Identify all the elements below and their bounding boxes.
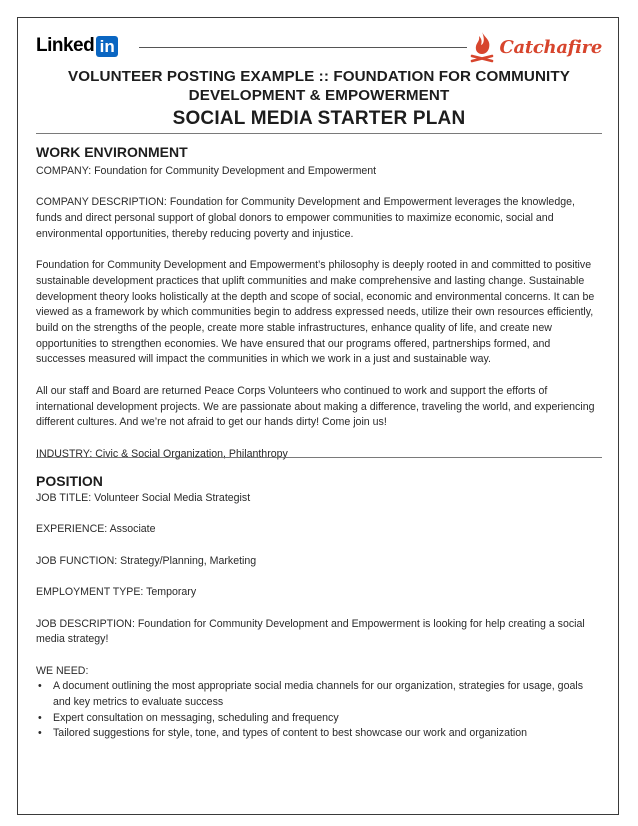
catchafire-logo [467, 30, 602, 64]
list-item [36, 711, 602, 727]
flame-icon [467, 30, 497, 64]
we-need-label: WE NEED: [36, 664, 89, 677]
header-divider [139, 47, 467, 48]
position-body [36, 491, 602, 742]
needs-list [36, 679, 602, 742]
company-description-p2: Foundation for Community Development and Empowerment’s philosophy is deeply rooted in and committed to positive sustainable development practices that uplift communities and make comprehensive and lasting change. Sustainable development theory looks holistically at the depth and scope of social, economic and environmental concerns. It can be viewed as a framework by which communities begin to address expressed needs, utilize their own resources efficiently, build on the strengths of the people, create more stable infrastructures, enhance quality of life, and create new opportunities to strengthen economies. We have ensured that our programs offered, partnerships formed, and successes measured will impact the communities in which we work in a just and sustainable way. [36, 259, 595, 366]
employment-type-field: EMPLOYMENT TYPE: Temporary [36, 586, 197, 599]
document-title-line-2: DEVELOPMENT & EMPOWERMENT [188, 87, 450, 104]
job-function-field: JOB FUNCTION: Strategy/Planning, Marketing [36, 554, 257, 567]
company-description-p1: COMPANY DESCRIPTION: Foundation for Community Development and Empowerment leverages the knowledge, funds and direct personal support of global donors to empower communities to maximize economic, social and environmental opportunities, thereby reducing poverty and injustice. [36, 196, 575, 240]
bullet: • [38, 680, 42, 693]
experience-field: EXPERIENCE: Associate [36, 523, 156, 536]
industry-field: INDUSTRY: Civic & Social Organization, Philanthropy [36, 447, 288, 460]
need-text: Expert consultation on messaging, scheduling and frequency [53, 711, 339, 724]
bullet: • [38, 711, 42, 724]
title-block [36, 67, 602, 131]
title-divider [36, 133, 602, 134]
linkedin-logo [36, 35, 118, 57]
work-environment-body [36, 164, 602, 462]
document-title-line-1: VOLUNTEER POSTING EXAMPLE :: FOUNDATION FOR COMMUNITY [68, 68, 570, 85]
catchafire-logo-text: Catchafire [499, 36, 602, 58]
section-divider [36, 457, 602, 458]
list-item [36, 726, 602, 742]
need-text: A document outlining the most appropriate social media channels for our organization, strategies for usage, goals and key metrics to evaluate success [53, 680, 583, 709]
page-header [36, 30, 602, 64]
job-title-field: JOB TITLE: Volunteer Social Media Strategist [36, 492, 251, 504]
document-subtitle: SOCIAL MEDIA STARTER PLAN [172, 108, 466, 129]
need-text: Tailored suggestions for style, tone, and types of content to best showcase our work and organization [53, 727, 528, 740]
linkedin-logo-text: Linked [36, 35, 95, 56]
work-environment-heading: WORK ENVIRONMENT [36, 144, 188, 160]
company-field: COMPANY: Foundation for Community Development and Empowerment [36, 165, 377, 177]
company-description-p3: All our staff and Board are returned Peace Corps Volunteers who continued to work and support the efforts of international development projects. We are passionate about making a difference, traveling the world, and experiencing different cultures. And we’re not afraid to get our hands dirty! Come join us! [36, 384, 595, 429]
bullet: • [38, 727, 42, 740]
position-heading: POSITION [36, 473, 103, 489]
list-item [36, 679, 602, 710]
linkedin-logo-box: in [96, 36, 118, 57]
job-description-field: JOB DESCRIPTION: Foundation for Community Development and Empowerment is looking for help creating a social media strategy! [36, 617, 585, 646]
